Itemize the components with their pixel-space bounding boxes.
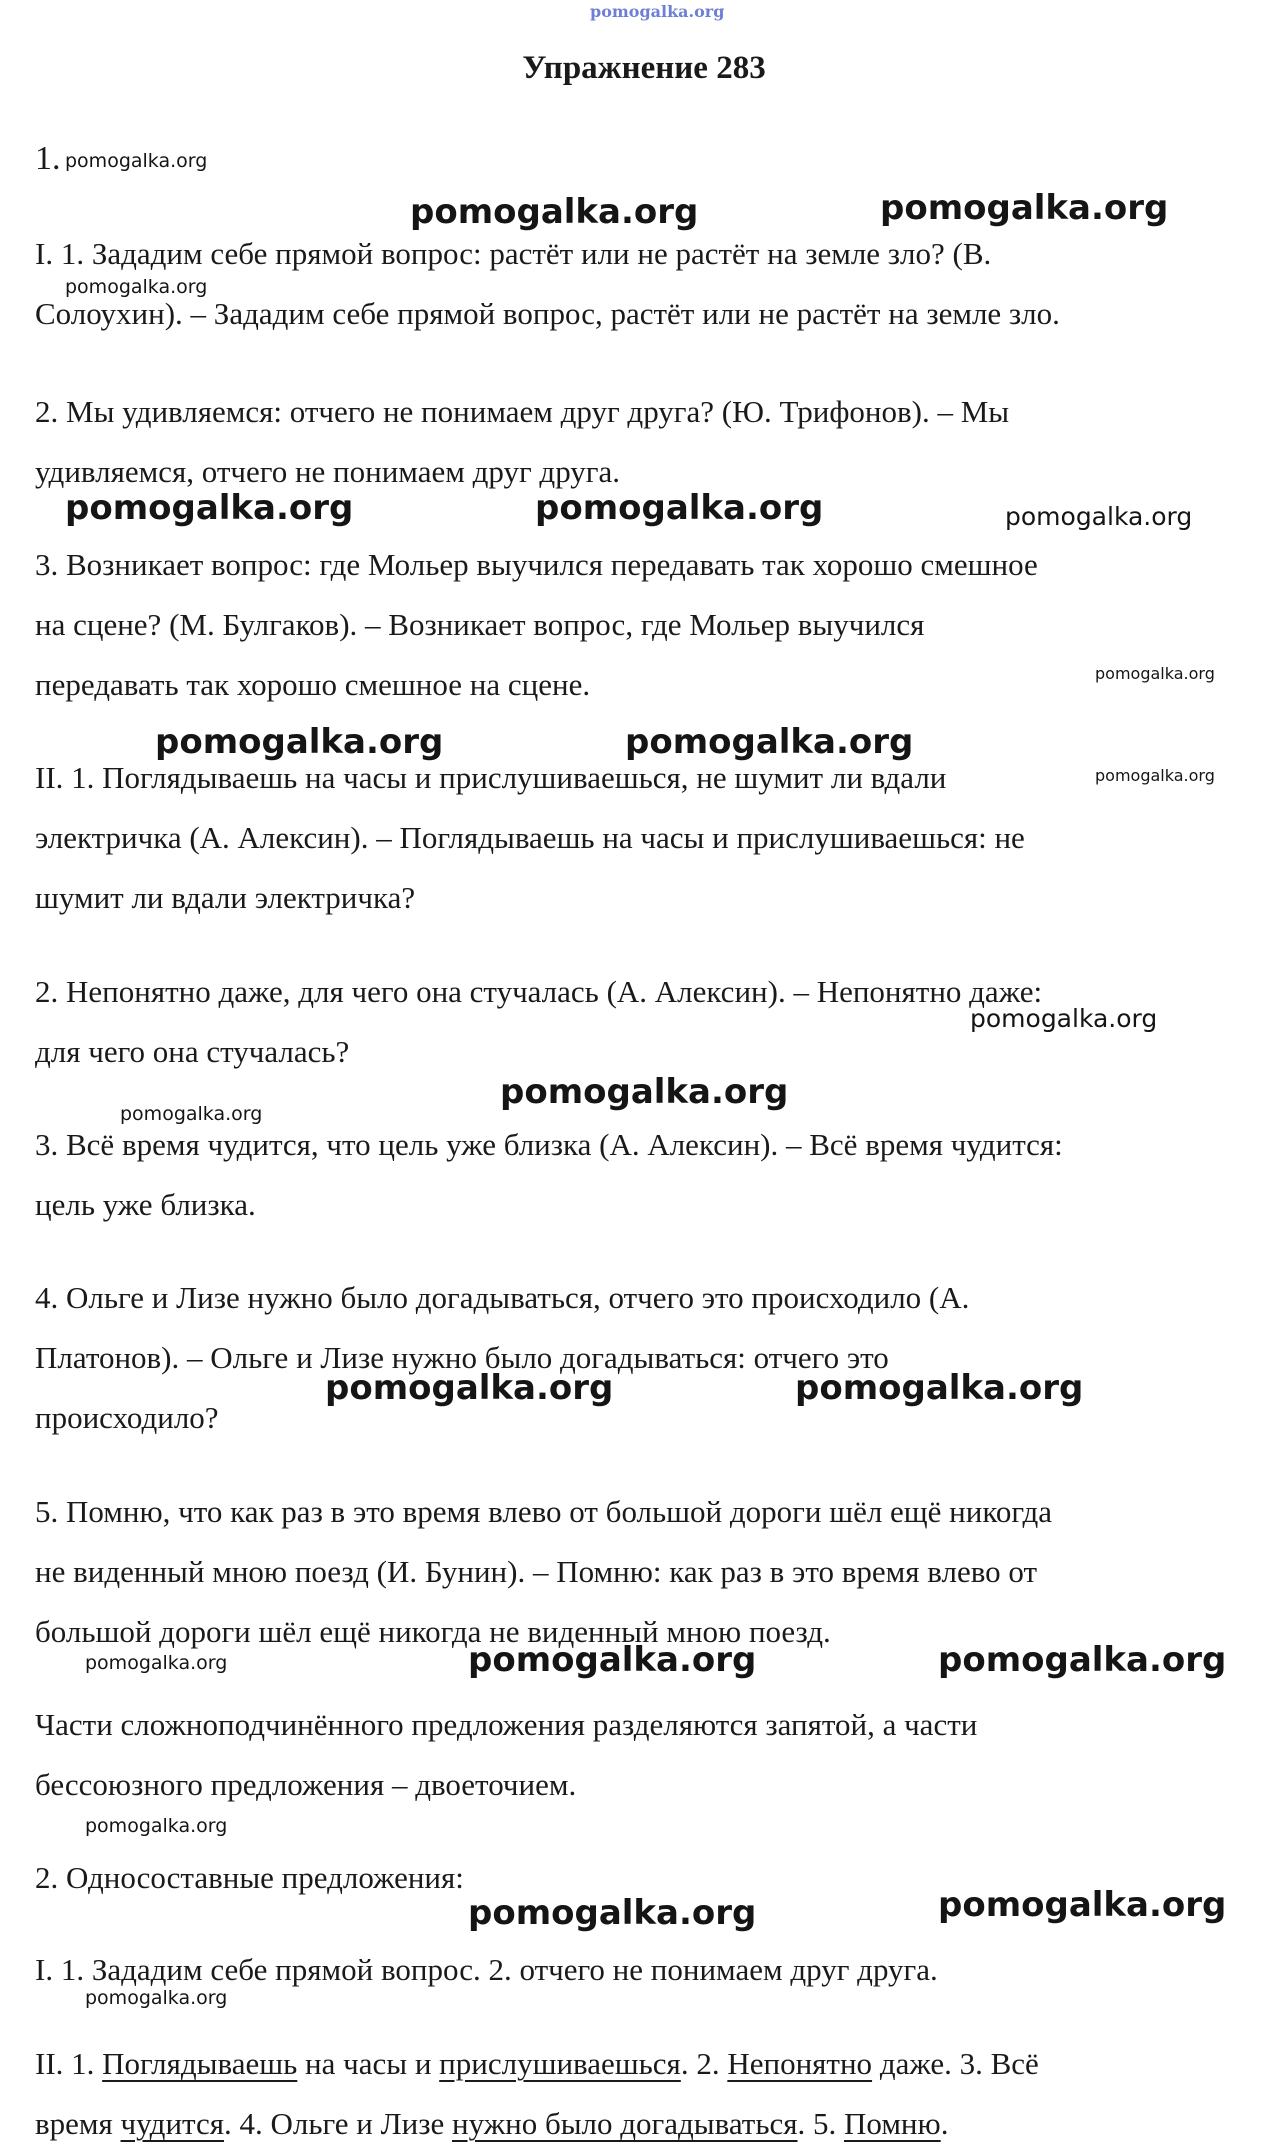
- watermark: pomogalka.org: [410, 192, 699, 232]
- watermark: pomogalka.org: [325, 1368, 614, 1408]
- watermark: pomogalka.org: [1095, 664, 1215, 683]
- text-line: Солоухин). – Зададим себе прямой вопрос, растёт или не растёт на земле зло.: [35, 296, 1060, 331]
- watermark: pomogalka.org: [85, 1652, 228, 1674]
- underlined-word: прислушиваешься: [439, 2046, 681, 2081]
- text-line: происходило?: [35, 1400, 219, 1435]
- text-line: большой дороги шёл ещё никогда не виденный мною поезд.: [35, 1614, 831, 1649]
- text-line: II. 1. Поглядываешь на часы и прислушиваешься, не шумит ли вдали: [35, 760, 947, 795]
- text-line: 5. Помню, что как раз в это время влево от большой дороги шёл ещё никогда: [35, 1494, 1053, 1529]
- text-line: 2. Односоставные предложения:: [35, 1860, 464, 1895]
- watermark: pomogalka.org: [795, 1368, 1084, 1408]
- part-number: 1.: [35, 140, 61, 177]
- watermark: pomogalka.org: [120, 1103, 263, 1125]
- underlined-phrase: нужно было догадываться: [452, 2106, 798, 2141]
- watermark: pomogalka.org: [65, 150, 208, 172]
- watermark: pomogalka.org: [880, 188, 1169, 228]
- watermark: pomogalka.org: [500, 1072, 789, 1112]
- underlined-word: Поглядываешь: [102, 2046, 298, 2081]
- watermark: pomogalka.org: [1095, 766, 1215, 785]
- text-line: 4. Ольге и Лизе нужно было догадываться, отчего это происходило (А.: [35, 1280, 970, 1315]
- text-line: 2. Непонятно даже, для чего она стучалась (А. Алексин). – Непонятно даже:: [35, 974, 1043, 1009]
- text-line: шумит ли вдали электричка?: [35, 880, 416, 915]
- text-line: бессоюзного предложения – двоеточием.: [35, 1767, 577, 1802]
- text-line: для чего она стучалась?: [35, 1034, 350, 1069]
- watermark: pomogalka.org: [65, 488, 354, 528]
- watermark: pomogalka.org: [625, 722, 914, 762]
- text-line: цель уже близка.: [35, 1187, 256, 1222]
- watermark: pomogalka.org: [65, 276, 208, 298]
- text-line: не виденный мною поезд (И. Бунин). – Помню: как раз в это время влево от: [35, 1554, 1038, 1589]
- underlined-word: Непонятно: [727, 2046, 873, 2081]
- final-line: II. 1. Поглядываешь на часы и прислушиваешься. 2. Непонятно даже. 3. Всё: [35, 2046, 1039, 2081]
- watermark: pomogalka.org: [970, 1004, 1158, 1033]
- text-line: Части сложноподчинённого предложения разделяются запятой, а части: [35, 1707, 978, 1742]
- text-line: на сцене? (М. Булгаков). – Возникает вопрос, где Мольер выучился: [35, 607, 925, 642]
- watermark: pomogalka.org: [1005, 502, 1193, 531]
- text-line: 2. Мы удивляемся: отчего не понимаем друг друга? (Ю. Трифонов). – Мы: [35, 394, 1010, 429]
- underlined-word: чудится: [120, 2106, 224, 2141]
- watermark: pomogalka.org: [85, 1815, 228, 1837]
- site-mark: pomogalka.org: [590, 2, 725, 21]
- text-line: I. 1. Зададим себе прямой вопрос. 2. отчего не понимаем друг друга.: [35, 1952, 938, 1987]
- text-line: передавать так хорошо смешное на сцене.: [35, 667, 591, 702]
- text-line: 3. Возникает вопрос: где Мольер выучился передавать так хорошо смешное: [35, 547, 1038, 582]
- watermark: pomogalka.org: [535, 488, 824, 528]
- text-line: электричка (А. Алексин). – Поглядываешь на часы и прислушиваешься: не: [35, 820, 1025, 855]
- watermark: pomogalka.org: [468, 1640, 757, 1680]
- underlined-word: Помню: [844, 2106, 941, 2141]
- watermark: pomogalka.org: [938, 1640, 1227, 1680]
- watermark: pomogalka.org: [468, 1893, 757, 1933]
- watermark: pomogalka.org: [155, 722, 444, 762]
- page-title: Упражнение 283: [522, 50, 766, 86]
- watermark: pomogalka.org: [938, 1885, 1227, 1925]
- text-line: Платонов). – Ольге и Лизе нужно было догадываться: отчего это: [35, 1340, 889, 1375]
- watermark: pomogalka.org: [85, 1987, 228, 2009]
- text-line: 3. Всё время чудится, что цель уже близка (А. Алексин). – Всё время чудится:: [35, 1127, 1063, 1162]
- text-line: удивляемся, отчего не понимаем друг друга.: [35, 454, 621, 489]
- text-line: I. 1. Зададим себе прямой вопрос: растёт или не растёт на земле зло? (В.: [35, 236, 992, 271]
- final-line: время чудится. 4. Ольге и Лизе нужно было догадываться. 5. Помню.: [35, 2106, 949, 2141]
